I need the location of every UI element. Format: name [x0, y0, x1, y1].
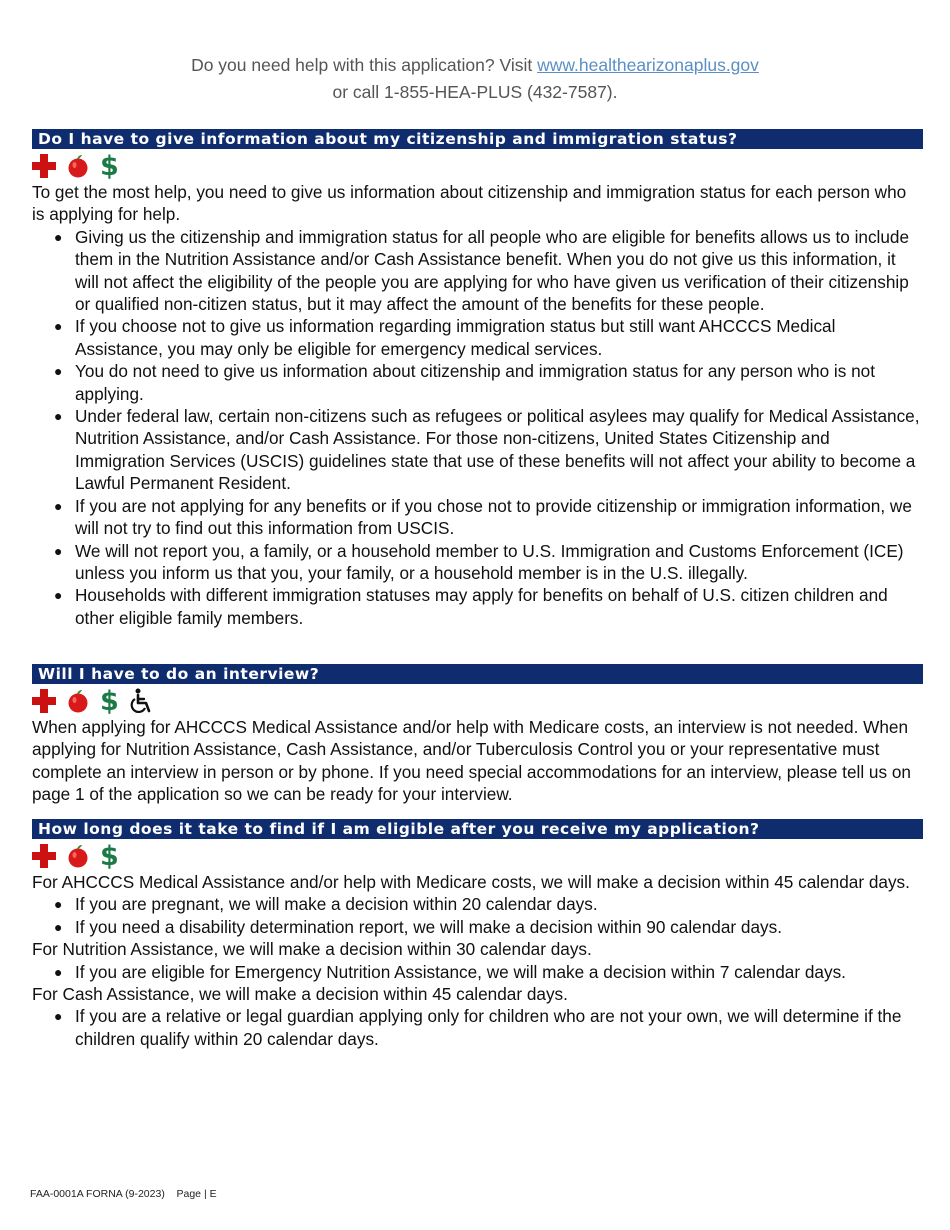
list-item: ● Under federal law, certain non-citizens such as refugees or political asylees may qualify for Medical Assistance, Nutrition Assistance, and/or Cash Assistance. For those non-citizens, United States Citizenship and Immigration Services (USCIS) guidelines state that use of these benefits will not affect your ability to become a Lawful Permanent Resident.: [32, 405, 923, 495]
help-phone: or call 1-855-HEA-PLUS (432-7587).: [332, 82, 618, 102]
dollar-icon: $: [100, 150, 119, 182]
list-item: ● We will not report you, a family, or a household member to U.S. Immigration and Customs Enforcement (ICE) unless you inform us that you, your family, or a household member is in the U.S. illegally.: [32, 540, 923, 585]
list-item: ● If you are not applying for any benefits or if you chose not to provide citizenship or immigration information, we will not try to find out this information from USCIS.: [32, 495, 923, 540]
section-eligibility-timing: [32, 819, 923, 1050]
wheelchair-icon: [129, 688, 155, 714]
page-number: Page | E: [176, 1188, 217, 1200]
program-icons: [32, 149, 923, 181]
dollar-icon: $: [100, 840, 119, 872]
interview-text: When applying for AHCCCS Medical Assistance and/or help with Medicare costs, an interview is not needed. When applying for Nutrition Assistance, Cash Assistance, and/or Tuberculosis Control you or your representative must complete an interview in person or by phone. If you need special accommodations for an interview, please tell us on page 1 of the application so we can be ready for your interview.: [32, 717, 911, 805]
dollar-icon: $: [100, 685, 119, 717]
list-item: ● You do not need to give us information about citizenship and immigration status for any person who is not applying.: [32, 360, 923, 405]
help-notice: [0, 52, 950, 106]
cash-timing-text: For Cash Assistance, we will make a decision within 45 calendar days.: [32, 984, 568, 1005]
red-cross-icon: [32, 154, 56, 178]
program-icons: [32, 684, 923, 716]
list-item: ● If you are a relative or legal guardian applying only for children who are not your own, we will determine if the children qualify within 20 calendar days.: [32, 1005, 923, 1050]
section-heading: How long does it take to find if I am eligible after you receive my application?: [32, 819, 923, 839]
red-cross-icon: [32, 844, 56, 868]
page-footer: [30, 1188, 217, 1200]
section-heading: Will I have to do an interview?: [32, 664, 923, 684]
apple-icon: [66, 689, 90, 713]
medical-timing-text: For AHCCCS Medical Assistance and/or help with Medicare costs, we will make a decision within 45 calendar days.: [32, 872, 910, 892]
help-text: Do you need help with this application? Visit: [191, 55, 538, 75]
list-item: ● If you are eligible for Emergency Nutrition Assistance, we will make a decision within 7 calendar days.: [32, 961, 923, 983]
apple-icon: [66, 154, 90, 178]
nutrition-timing-text: For Nutrition Assistance, we will make a decision within 30 calendar days.: [32, 939, 592, 960]
list-item: ● Households with different immigration statuses may apply for benefits on behalf of U.S. citizen children and other eligible family members.: [32, 584, 923, 629]
section-citizenship: [32, 129, 923, 629]
list-item: ● Giving us the citizenship and immigration status for all people who are eligible for benefits allows us to include them in the Nutrition Assistance and/or Cash Assistance benefit. When you do not give us this information, it will not affect the eligibility of the people you are applying for who have given us verification of their citizenship or qualified non-citizen status, but it may affect the amount of the benefits for these people.: [32, 226, 923, 316]
section-interview: [32, 664, 923, 806]
website-link[interactable]: www.healthearizonaplus.gov: [537, 55, 759, 75]
cash-bullet-list: [32, 1005, 923, 1050]
intro-text: To get the most help, you need to give us information about citizenship and immigration status for each person who is applying for help.: [32, 182, 907, 225]
list-item: ● If you are pregnant, we will make a decision within 20 calendar days.: [32, 893, 923, 915]
program-icons: [32, 839, 923, 871]
nutrition-bullet-list: [32, 961, 923, 983]
citizenship-bullet-list: [32, 226, 923, 629]
apple-icon: [66, 844, 90, 868]
list-item: ● If you choose not to give us information regarding immigration status but still want AHCCCS Medical Assistance, you may only be eligible for emergency medical services.: [32, 315, 923, 360]
list-item: ● If you need a disability determination report, we will make a decision within 90 calendar days.: [32, 916, 923, 938]
section-heading: Do I have to give information about my citizenship and immigration status?: [32, 129, 923, 149]
medical-bullet-list: [32, 893, 923, 938]
help-line-1: [0, 52, 950, 79]
red-cross-icon: [32, 689, 56, 713]
form-id: FAA-0001A FORNA (9-2023): [30, 1188, 165, 1200]
